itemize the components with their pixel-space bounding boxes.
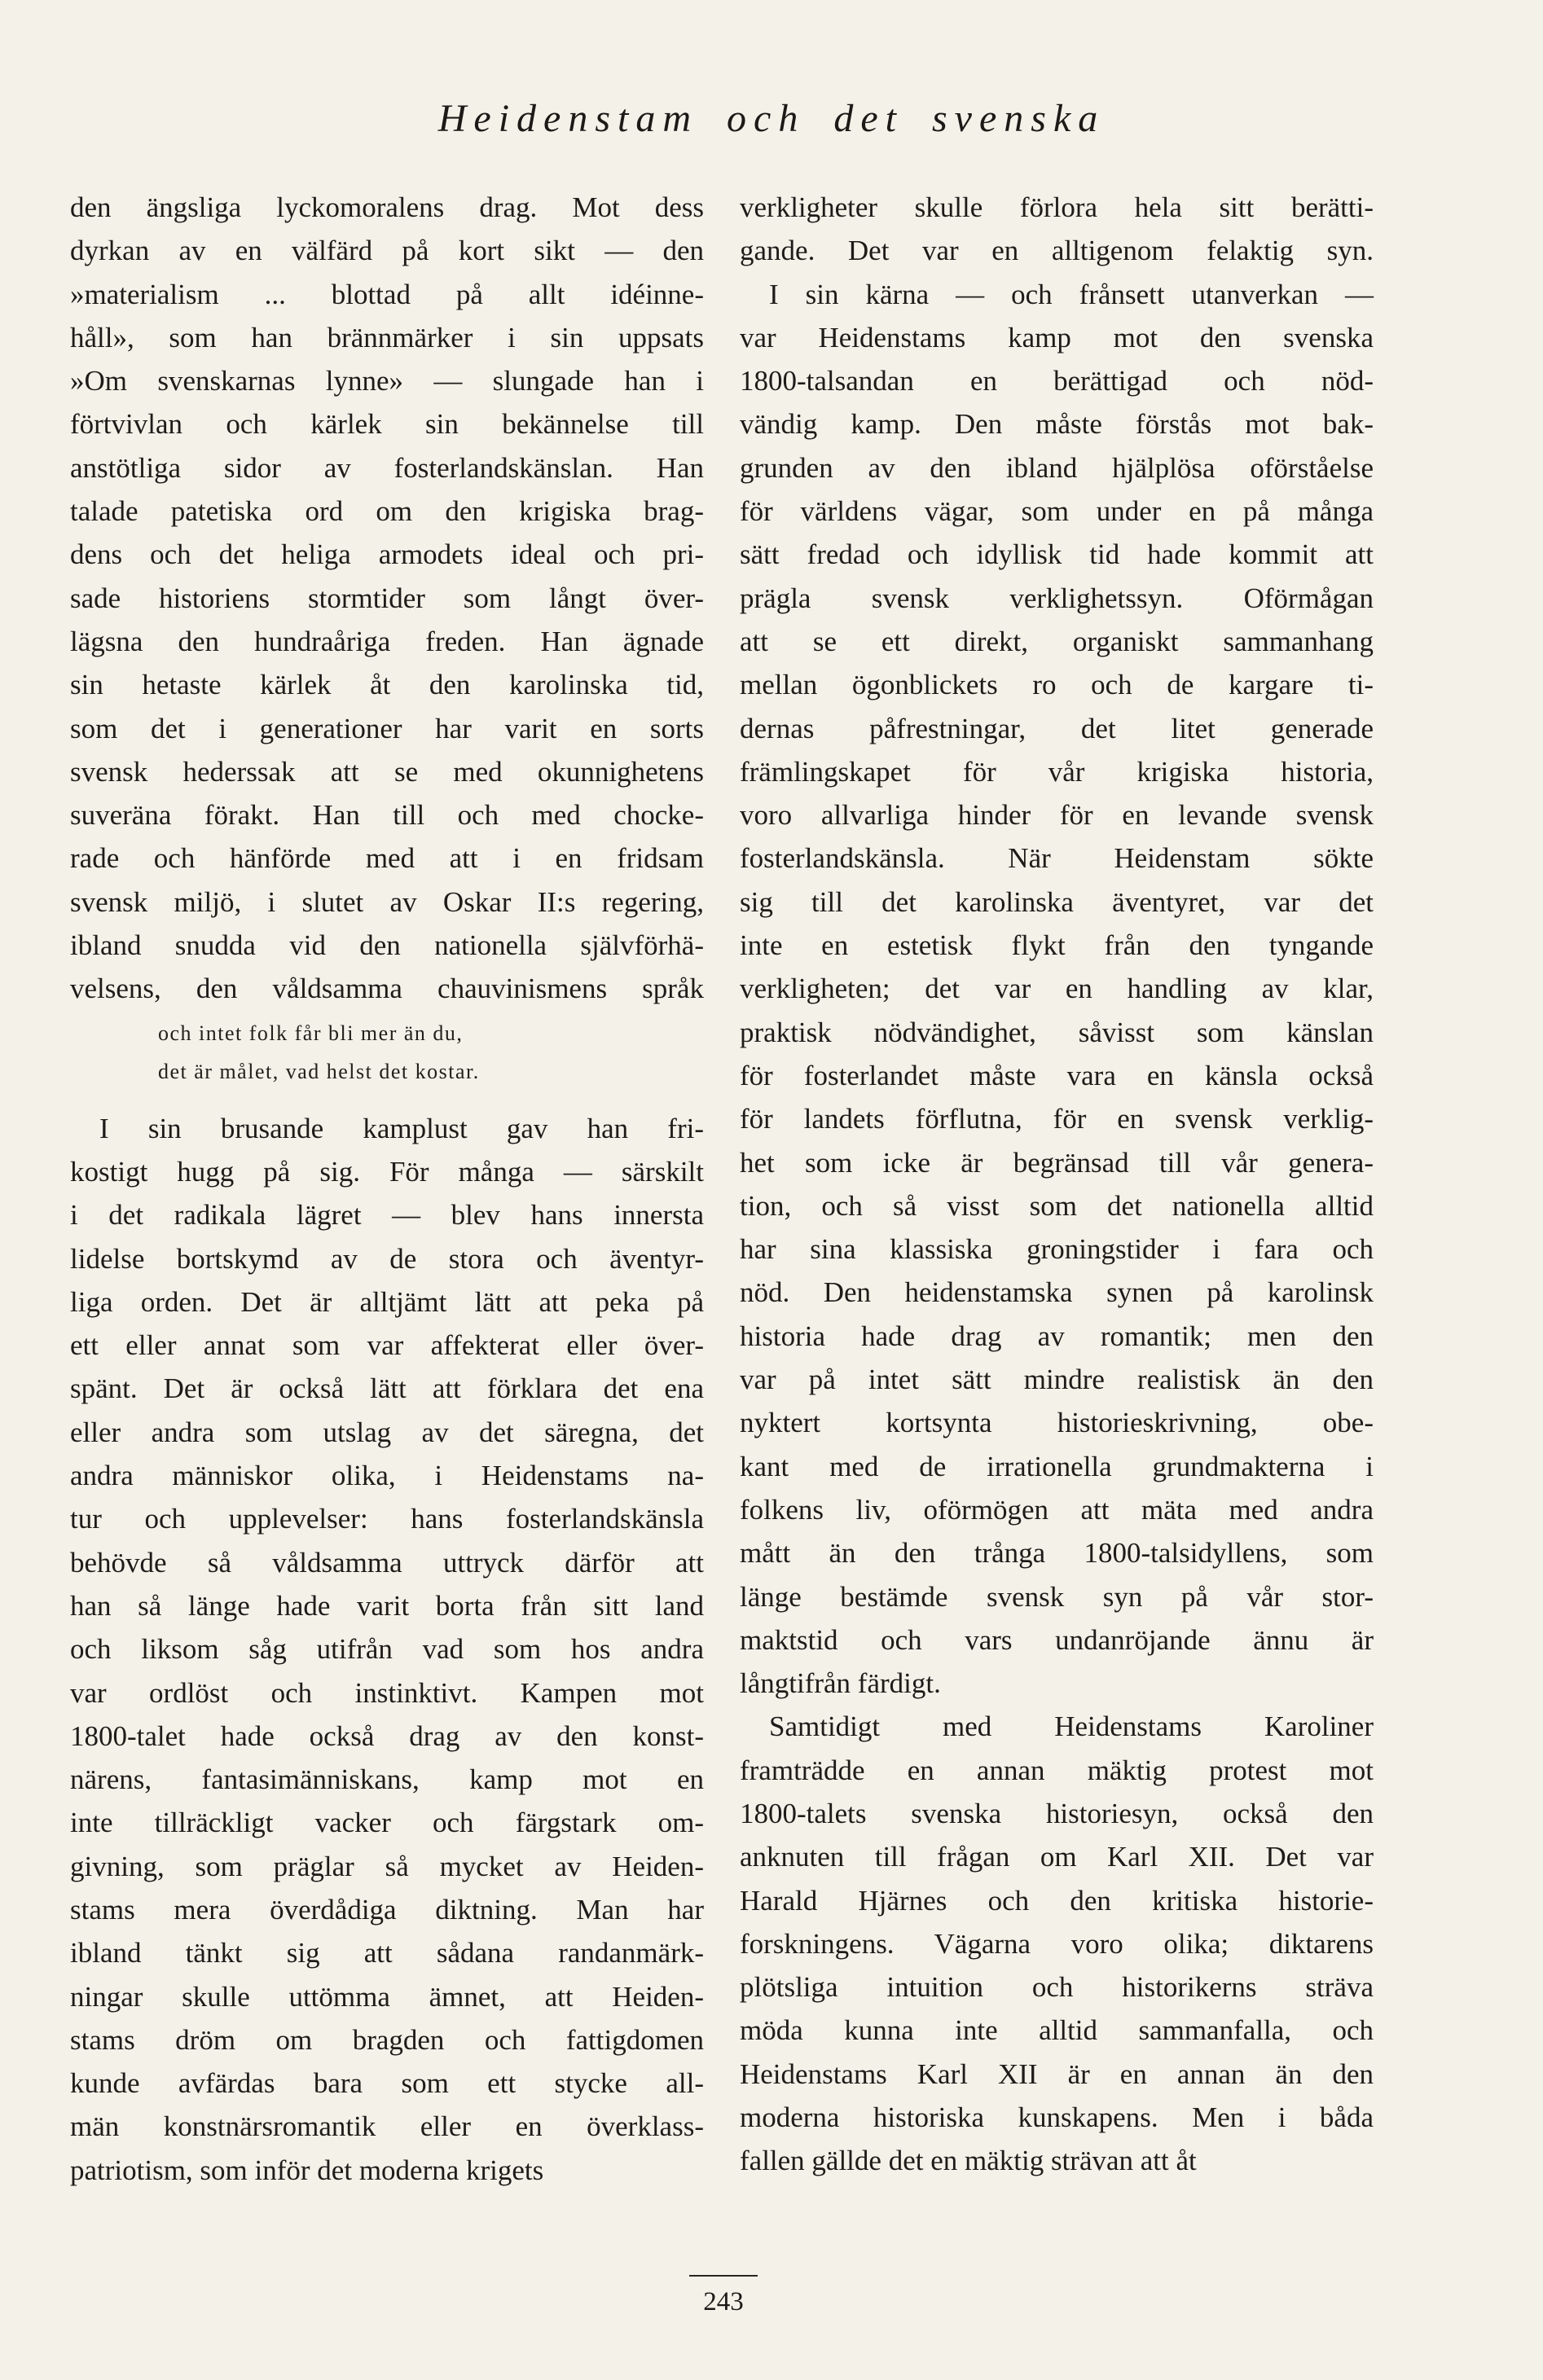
text-line: patriotism, som inför det moderna krigets [70,2154,544,2186]
text-line: ett eller annat som var affekterat eller över- [70,1329,704,1362]
text-line: givning, som präglar så mycket av Heiden- [70,1850,704,1882]
text-line: ibland tänkt sig att sådana randanmärk- [70,1937,704,1969]
text-line: håll», som han brännmärker i sin uppsats [70,321,704,353]
text-line: mellan ögonblickets ro och de kargare ti- [740,669,1374,701]
text-line: folkens liv, oförmögen att mäta med andra [740,1493,1374,1526]
text-line: grunden av den ibland hjälplösa oförståelse [740,451,1374,484]
text-line: anstötliga sidor av fosterlandskänslan. Han [70,451,704,484]
text-line: anknuten till frågan om Karl XII. Det var [740,1841,1374,1873]
text-line: ningar skulle uttömma ämnet, att Heiden- [70,1980,704,2013]
text-line: att se ett direkt, organiskt sammanhang [740,625,1374,657]
text-line: velsens, den våldsamma chauvinismens språk [70,973,704,1005]
text-line: nyktert kortsynta historieskrivning, obe- [740,1407,1374,1439]
text-line: verkligheter skulle förlora hela sitt berätti- [740,191,1374,223]
text-line: dens och det heliga armodets ideal och pri- [70,538,704,571]
text-line: rade och hänförde med att i en fridsam [70,842,704,875]
text-line: prägla svensk verklighetssyn. Oförmågan [740,582,1374,614]
text-line: Heidenstams Karl XII är en annan än den [740,2057,1374,2090]
verse-quote [70,1014,704,1091]
text-line: forskningens. Vägarna voro olika; diktarens [740,1927,1374,1960]
text-line: länge bestämde svensk syn på vår stor- [740,1580,1374,1613]
text-line: tion, och så visst som det nationella alltid [740,1189,1374,1222]
text-line: eller andra som utslag av det säregna, det [70,1416,704,1448]
text-line: tur och upplevelser: hans fosterlandskänsla [70,1503,704,1535]
text-line: den ängsliga lyckomoralens drag. Mot dess [70,191,704,223]
text-line: 1800-talet hade också drag av den konst- [70,1719,704,1752]
text-line: närens, fantasimänniskans, kamp mot en [70,1763,704,1796]
text-line: främlingskapet för vår krigiska historia, [740,755,1374,788]
text-line: för landets förflutna, för en svensk verklig- [740,1103,1374,1135]
text-line: fallen gällde det en mäktig strävan att åt [740,2145,1197,2177]
text-line: sin hetaste kärlek åt den karolinska tid, [70,669,704,701]
text-line: nöd. Den heidenstamska synen på karolinsk [740,1276,1374,1309]
text-line: var på intet sätt mindre realistisk än den [740,1363,1374,1396]
text-line: praktisk nödvändighet, såvisst som känslan [740,1016,1374,1048]
text-line: kant med de irrationella grundmakterna i [740,1450,1374,1482]
left-column-text-after-quote [70,1107,704,2192]
text-line: för fosterlandet måste vara en känsla också [740,1059,1374,1091]
text-line: fosterlandskänsla. När Heidenstam sökte [740,842,1374,875]
text-line: framträdde en annan mäktig protest mot [740,1754,1374,1786]
text-line: han så länge hade varit borta från sitt land [70,1589,704,1622]
text-line: i det radikala lägret — blev hans innersta [70,1199,704,1232]
text-line: har sina klassiska groningstider i fara och [740,1233,1374,1266]
text-line: I sin brusande kamplust gav han fri- [99,1112,704,1144]
page-number: 243 [703,2287,744,2316]
text-line: som det i generationer har varit en sorts [70,712,704,744]
text-line: vändig kamp. Den måste förstås mot bak- [740,408,1374,441]
right-column [740,186,1374,2183]
page-number-rule [689,2275,758,2277]
text-line: kunde avfärdas bara som ett stycke all- [70,2067,704,2100]
text-line: andra människor olika, i Heidenstams na- [70,1460,704,1492]
text-line: inte tillräckligt vacker och färgstark om- [70,1807,704,1839]
quote-line: och intet folk får bli mer än du, [158,1021,464,1045]
text-line: och liksom såg utifrån vad som hos andra [70,1633,704,1666]
text-line: sätt fredad och idyllisk tid hade kommit att [740,538,1374,571]
text-line: inte en estetisk flykt från den tyngande [740,929,1374,962]
text-line: sade historiens stormtider som långt över- [70,582,704,614]
text-line: för världens vägar, som under en på många [740,495,1374,528]
text-line: moderna historiska kunskapens. Men i båda [740,2101,1374,2134]
text-line: ibland snudda vid den nationella självförhä- [70,929,704,962]
text-line: lidelse bortskymd av de stora och äventyr- [70,1242,704,1275]
text-line: lägsna den hundraåriga freden. Han ägnade [70,625,704,657]
text-line: behövde så våldsamma uttryck därför att [70,1546,704,1579]
text-line: het som icke är begränsad till vår genera- [740,1146,1374,1179]
text-line: talade patetiska ord om den krigiska brag- [70,495,704,528]
text-line: 1800-talsandan en berättigad och nöd- [740,365,1374,397]
text-line: spänt. Det är också lätt att förklara det ena [70,1372,704,1405]
text-line: Samtidigt med Heidenstams Karoliner [769,1710,1374,1743]
text-line: »materialism ... blottad på allt idéinne- [70,278,704,310]
text-line: sig till det karolinska äventyret, var det [740,885,1374,918]
text-line: dyrkan av en välfärd på kort sikt — den [70,235,704,267]
text-line: verkligheten; det var en handling av klar, [740,973,1374,1005]
text-line: maktstid och vars undanröjande ännu är [740,1623,1374,1656]
text-line: 1800-talets svenska historiesyn, också den [740,1797,1374,1829]
text-line: svensk miljö, i slutet av Oskar II:s regering, [70,885,704,918]
text-line: män konstnärsromantik eller en överklass- [70,2110,704,2143]
text-line: Harald Hjärnes och den kritiska historie- [740,1884,1374,1917]
text-line: »Om svenskarnas lynne» — slungade han i [70,365,704,397]
text-line: stams mera överdådiga diktning. Man har [70,1893,704,1926]
running-head: Heidenstam och det svenska [437,97,1106,140]
text-line: stams dröm om bragden och fattigdomen [70,2023,704,2056]
text-line: långtifrån färdigt. [740,1667,941,1700]
quote-line: det är målet, vad helst det kostar. [158,1059,480,1083]
text-line: plötsliga intuition och historikerns sträva [740,1971,1374,2004]
text-line: förtvivlan och kärlek sin bekännelse till [70,408,704,441]
text-line: dernas påfrestningar, det litet generade [740,712,1374,744]
text-line: voro allvarliga hinder för en levande svensk [740,799,1374,832]
text-line: var Heidenstams kamp mot den svenska [740,321,1374,353]
text-line: kostigt hugg på sig. För många — särskilt [70,1155,704,1188]
left-column [70,186,704,2192]
text-line: mått än den trånga 1800-talsidyllens, som [740,1537,1374,1570]
text-line: historia hade drag av romantik; men den [740,1320,1374,1352]
text-line: var ordlöst och instinktivt. Kampen mot [70,1676,704,1709]
text-line: suveräna förakt. Han till och med chocke- [70,799,704,832]
text-line: liga orden. Det är alltjämt lätt att peka på [70,1285,704,1318]
text-line: gande. Det var en alltigenom felaktig syn. [740,235,1374,267]
left-column-text-before-quote [70,186,704,1011]
text-line: svensk hederssak att se med okunnighetens [70,755,704,788]
text-line: möda kunna inte alltid sammanfalla, och [740,2014,1374,2047]
text-line: I sin kärna — och frånsett utanverkan — [769,278,1374,310]
